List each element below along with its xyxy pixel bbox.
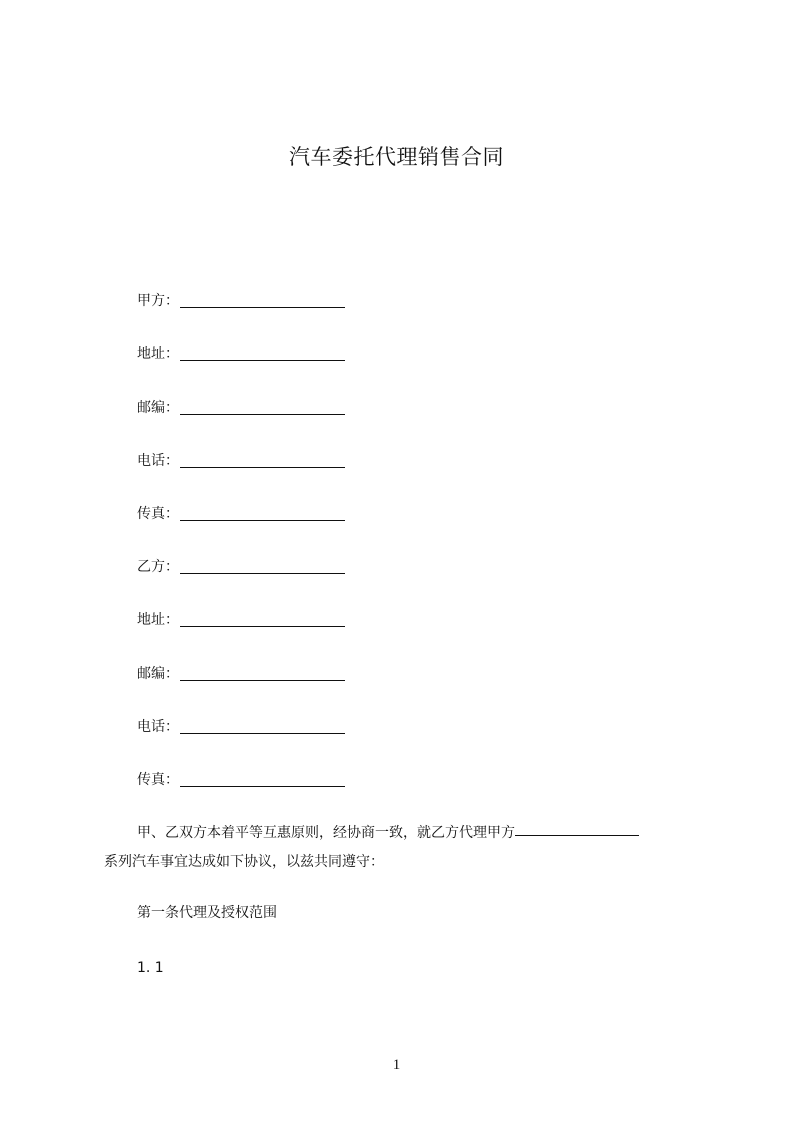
- party-a-fax-label: 传真：: [137, 506, 179, 522]
- intro-line-2: 系列汽车事宜达成如下协议，以兹共同遵守：: [104, 854, 384, 870]
- party-a-postcode-label: 邮编：: [137, 400, 179, 416]
- article-1-heading: 第一条代理及授权范围: [137, 905, 277, 921]
- intro-paragraph: [104, 819, 704, 877]
- intro-line-1: [104, 819, 704, 848]
- clause-1-1: 1. 1: [137, 960, 164, 976]
- party-a-name-label: 甲方：: [137, 293, 179, 309]
- party-b-name-blank[interactable]: [180, 557, 345, 574]
- party-b-postcode-blank[interactable]: [180, 664, 345, 681]
- party-b-address-field: [137, 610, 345, 630]
- party-a-address-blank[interactable]: [180, 344, 345, 361]
- party-b-phone-field: [137, 717, 345, 737]
- party-b-phone-label: 电话：: [137, 719, 179, 735]
- party-a-name-field: [137, 291, 345, 311]
- party-a-fax-blank[interactable]: [180, 504, 345, 521]
- party-b-name-label: 乙方：: [137, 559, 179, 575]
- party-b-postcode-label: 邮编：: [137, 666, 179, 682]
- party-a-name-blank[interactable]: [180, 291, 345, 308]
- party-b-phone-blank[interactable]: [180, 717, 345, 734]
- page-number: 1: [392, 1057, 401, 1073]
- party-a-phone-field: [137, 451, 345, 471]
- party-a-phone-label: 电话：: [137, 453, 179, 469]
- party-a-postcode-field: [137, 398, 345, 418]
- party-b-fax-field: [137, 770, 345, 790]
- party-b-address-label: 地址：: [137, 612, 179, 628]
- party-b-address-blank[interactable]: [180, 610, 345, 627]
- party-b-name-field: [137, 557, 345, 577]
- party-a-fax-field: [137, 504, 345, 524]
- party-b-fax-label: 传真：: [137, 772, 179, 788]
- party-b-fax-blank[interactable]: [180, 770, 345, 787]
- series-name-blank[interactable]: [515, 819, 639, 836]
- party-a-address-label: 地址：: [137, 346, 179, 362]
- party-a-address-field: [137, 344, 345, 364]
- party-a-postcode-blank[interactable]: [180, 398, 345, 415]
- party-b-postcode-field: [137, 664, 345, 684]
- party-a-phone-blank[interactable]: [180, 451, 345, 468]
- intro-line-1-text: 甲、乙双方本着平等互惠原则，经协商一致，就乙方代理甲方: [137, 825, 515, 841]
- document-title: 汽车委托代理销售合同: [289, 145, 504, 169]
